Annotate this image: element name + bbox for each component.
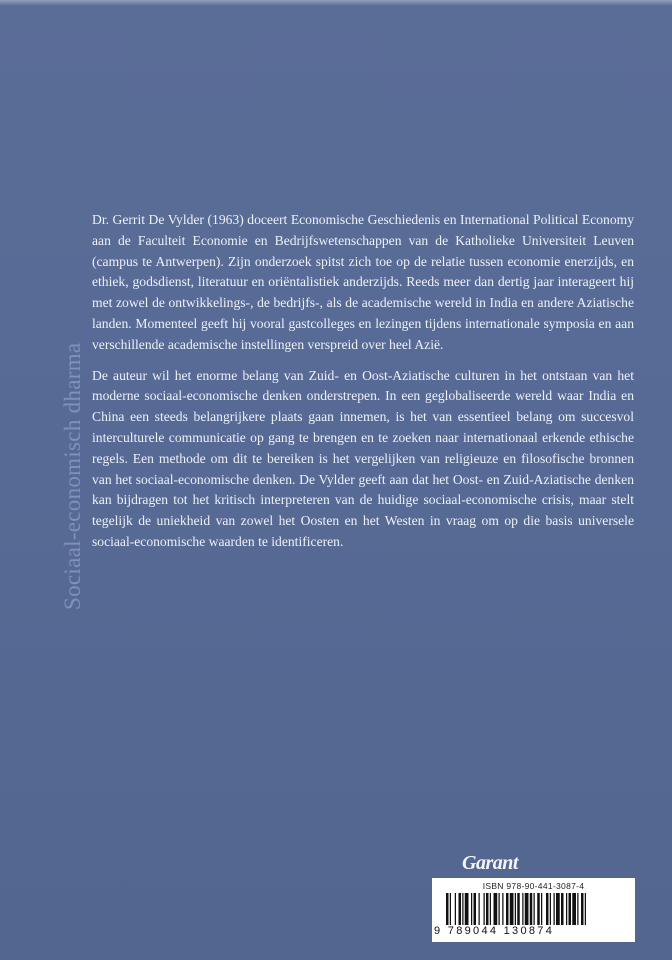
barcode-bar xyxy=(502,893,503,925)
barcode-bar xyxy=(515,893,516,925)
publisher-logo xyxy=(462,852,518,875)
barcode-label xyxy=(432,878,635,942)
barcode-bar xyxy=(534,893,535,925)
book-summary-paragraph: De auteur wil het enorme belang van Zuid- en Oost-Aziatische culturen in het ontstaan van het moderne sociaal-economische denken onderstrepen. In een geglobaliseerde wereld waar India en China een steeds belangrijkere plaats gaan innemen, is het van essentieel belang om succesvol interculturele communicatie op gang te brengen en te zoeken naar internationaal erkende ethische regels. Een methode om dit te bereiken is het vergelijken van religieuze en filosofische bronnen van het sociaal-economische denken. De Vylder geeft aan dat het Oost- en Zuid-Aziatische denken kan bijdragen tot het kritisch interpreteren van de huidige sociaal-economische crisis, maar stelt tegelijk de uniekheid van zowel het Oosten en het Westen in vraag om op die basis universele sociaal-economische waarden te identificeren. xyxy=(92,367,634,549)
barcode-bar xyxy=(499,893,500,925)
cover-text xyxy=(92,210,634,563)
barcode-bar xyxy=(537,893,540,925)
barcode-bar xyxy=(554,893,555,925)
barcode-bar xyxy=(459,893,462,925)
barcode-bar xyxy=(546,893,549,925)
barcode-bar xyxy=(486,893,489,925)
barcode-bar xyxy=(517,893,520,925)
barcode-bar xyxy=(462,893,463,925)
barcode-bar xyxy=(569,893,572,925)
barcode-bar xyxy=(490,893,491,925)
barcode-bar xyxy=(530,893,533,925)
barcode-bar xyxy=(506,893,509,925)
barcode-bar xyxy=(510,893,514,925)
barcode-bar xyxy=(577,893,578,925)
barcode-bar xyxy=(585,893,586,925)
barcode-bar xyxy=(455,893,456,925)
barcode-bar xyxy=(566,893,567,925)
barcode-bar xyxy=(479,893,480,925)
barcode-bar xyxy=(450,893,451,925)
barcode-bar xyxy=(474,893,477,925)
barcode-icon xyxy=(446,893,630,925)
barcode-bar xyxy=(525,893,529,925)
barcode-bar xyxy=(465,893,469,925)
barcode-bar xyxy=(561,893,564,925)
barcode-bar xyxy=(484,893,485,925)
barcode-bar xyxy=(446,893,449,925)
barcode-bar xyxy=(471,893,472,925)
isbn-number: ISBN 978-90-441-3087-4 xyxy=(482,881,585,891)
barcode-bar xyxy=(550,893,551,925)
publisher-name: Garant xyxy=(462,852,518,874)
top-edge-shade xyxy=(0,0,672,6)
barcode-bar xyxy=(572,893,576,925)
author-bio-paragraph: Dr. Gerrit De Vylder (1963) doceert Economische Geschiedenis en International Political Economy aan de Faculteit Economie en Bedrijfswetenschappen van de Katholieke Universiteit Leuven (campus te Antwerpen). Zijn onderzoek spitst zich toe op de relatie tussen economie enerzijds, en ethiek, godsdienst, literatuur en oriëntalistiek anderzijds. Reeds meer dan dertig jaar interageert hij met zowel de ontwikkelings-, de bedrijfs-, als de academische wereld in India en andere Aziatische landen. Momenteel geeft hij vooral gastcolleges en lezingen tijdens internationale symposia en aan verschillende academische instellingen verspreid over heel Azië. xyxy=(92,212,634,352)
barcode-bar xyxy=(522,893,523,925)
barcode-bar xyxy=(494,893,498,925)
barcode-digits: 9 789044 130874 xyxy=(434,925,555,937)
barcode-bar xyxy=(556,893,560,925)
vertical-book-title: Sociaal-economisch dharma xyxy=(60,342,85,610)
barcode-bar xyxy=(581,893,584,925)
barcode-bar xyxy=(541,893,542,925)
